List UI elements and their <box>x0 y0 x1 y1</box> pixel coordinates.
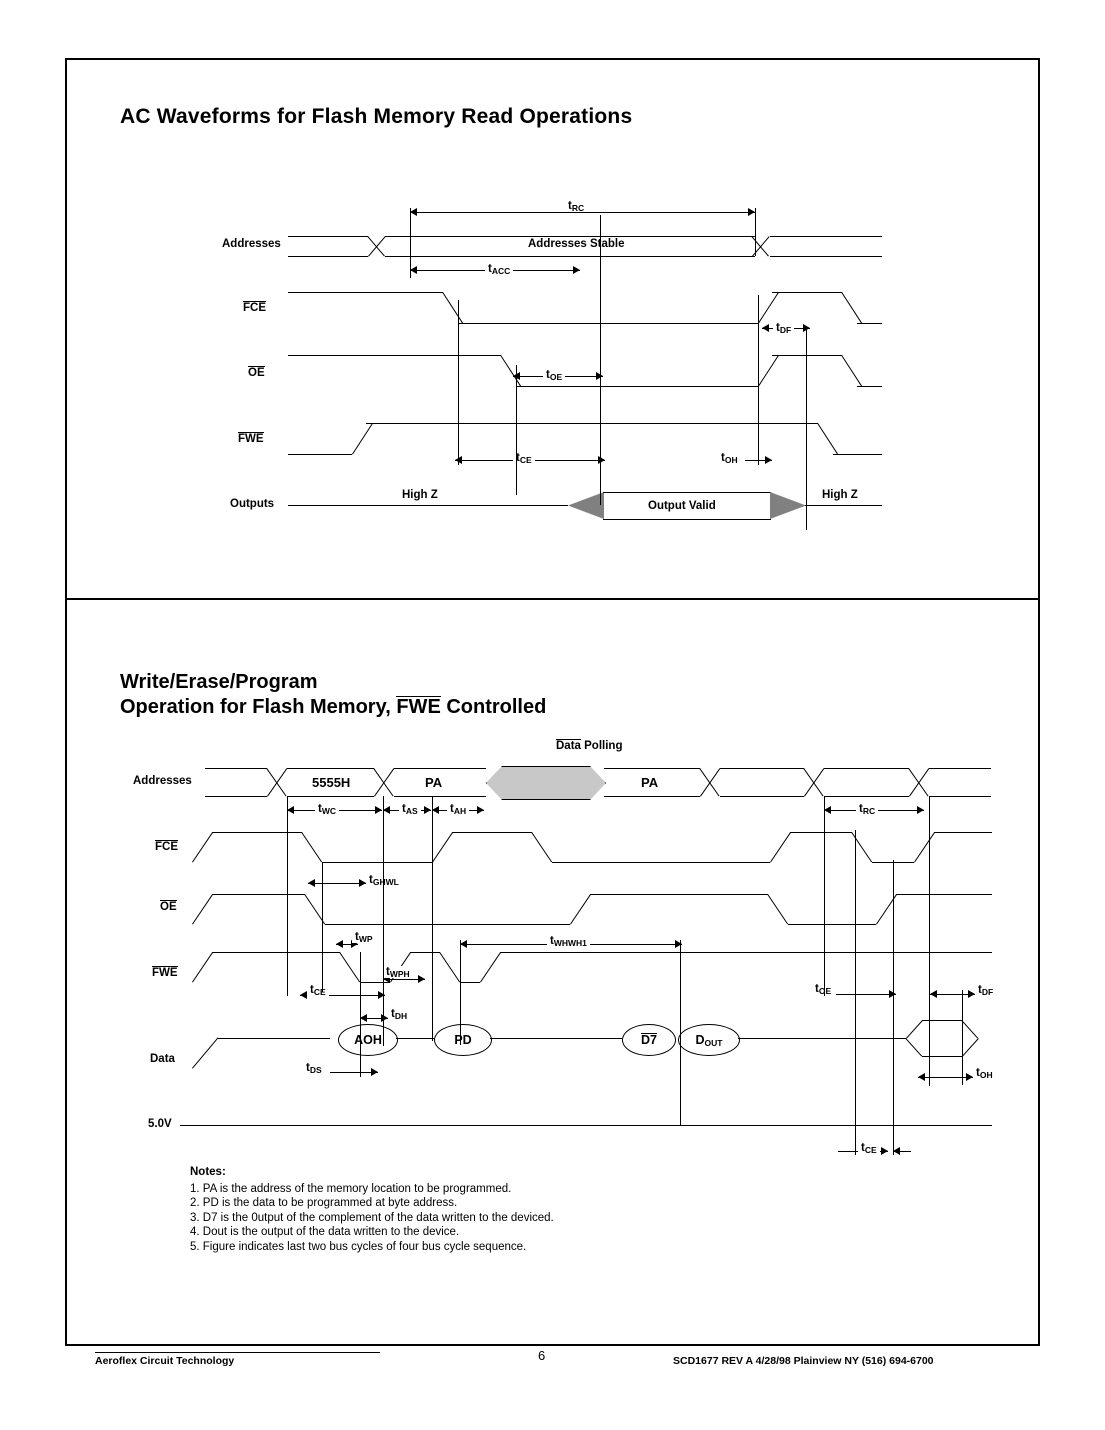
write-addr-value-pa2: PA <box>641 775 659 790</box>
section-2-title-line2-pre: Operation for Flash Memory, <box>120 696 397 718</box>
read-dimlabel-toe: tOE <box>543 369 565 381</box>
read-label-addresses: Addresses <box>222 238 281 250</box>
write-addr-seg1-bot <box>287 796 374 797</box>
read-addresses-stable-label: Addresses Stable <box>528 238 625 250</box>
write-addr-seg2-bot <box>394 796 486 797</box>
write-dim-tdf-right <box>930 990 975 999</box>
write-addr-seg6-top <box>929 768 991 769</box>
read-dimlabel-tdf: tDF <box>773 322 794 334</box>
read-addr-line-a1 <box>288 236 368 237</box>
read-ref-v2 <box>755 208 756 256</box>
write-addr-seg3-bot <box>604 796 700 797</box>
read-label-oe: OE <box>248 367 265 379</box>
write-fwe-l2 <box>460 982 480 983</box>
read-fce-high1 <box>288 292 443 293</box>
section-divider <box>65 598 1040 600</box>
read-addr-line-b2 <box>770 256 882 257</box>
write-ref-v5 <box>432 796 433 1041</box>
write-ref-v6 <box>460 940 461 1045</box>
write-fwe-h1 <box>212 952 340 953</box>
write-label-addresses: Addresses <box>133 775 192 787</box>
read-fce-low2 <box>857 323 882 324</box>
read-ref-v6 <box>758 295 759 465</box>
notes-block <box>190 1165 554 1254</box>
write-dim-tce-bottom-r <box>893 1147 911 1156</box>
write-label-data: Data <box>150 1053 175 1065</box>
write-ref-v4 <box>383 796 384 1046</box>
write-fce-h1 <box>212 832 302 833</box>
write-dimlabel-tds: tDS <box>303 1062 325 1074</box>
read-label-fwe: FWE <box>238 433 264 445</box>
write-data-line4 <box>738 1038 906 1039</box>
write-oe-h2 <box>590 894 768 895</box>
read-addr-line-a2 <box>288 256 368 257</box>
read-label-fce: FCE <box>243 302 266 314</box>
read-fwe-low1 <box>288 454 352 455</box>
write-addr-seg3-top <box>604 768 700 769</box>
read-label-outputs: Outputs <box>230 498 275 510</box>
read-fwe-high <box>366 423 818 424</box>
write-data-hex-top <box>922 1020 962 1021</box>
read-ref-v7 <box>806 330 807 530</box>
write-dimlabel-twph: tWPH <box>383 966 413 978</box>
read-fce-high2 <box>772 292 842 293</box>
write-label-oe: OE <box>160 901 177 913</box>
write-ref-v7 <box>680 940 681 1125</box>
section-2-title-line2-post: Controlled <box>440 696 547 718</box>
write-addr-seg5-bot <box>824 796 909 797</box>
write-addr-seg2-top <box>394 768 486 769</box>
write-data-polling-label: Data Polling <box>556 740 623 752</box>
write-label-supply: 5.0V <box>148 1118 172 1130</box>
section-2-title <box>120 670 546 720</box>
write-ref-v10 <box>893 860 894 1155</box>
read-addr-stable-top <box>385 236 755 237</box>
read-ref-v3 <box>458 300 459 465</box>
write-dimlabel-tce-left: tCE <box>307 984 329 996</box>
write-dimlabel-toh: tOH <box>973 1067 996 1079</box>
write-fce-h3 <box>790 832 852 833</box>
write-data-oval-pd: PD <box>434 1024 492 1056</box>
write-ref-v9 <box>855 830 856 1155</box>
write-data-line2 <box>396 1038 434 1039</box>
read-out-highz-line2 <box>805 505 882 506</box>
write-data-oval-d7: D7 <box>622 1024 676 1056</box>
write-dimlabel-trc: tRC <box>856 803 878 815</box>
read-oe-high2 <box>772 355 842 356</box>
write-data-hex-bot <box>922 1056 962 1057</box>
read-out-highz-left: High Z <box>402 489 438 501</box>
read-oe-high1 <box>288 355 501 356</box>
read-oe-low <box>516 386 758 387</box>
write-dimlabel-twhwh1: tWHWH1 <box>547 935 590 947</box>
write-dim-toe-right <box>836 990 896 999</box>
write-addr-tail-bot <box>205 796 267 797</box>
read-out-highz-line <box>288 505 568 506</box>
read-dimlabel-tacc: tACC <box>485 263 513 275</box>
write-ref-v8 <box>824 796 825 996</box>
write-dim-tghwl <box>308 879 366 888</box>
write-dim-tds <box>330 1068 378 1077</box>
write-ref-v11 <box>929 796 930 1086</box>
write-dim-toh <box>918 1073 973 1082</box>
read-addr-line-b1 <box>770 236 882 237</box>
write-ref-v3 <box>360 952 361 1077</box>
write-oe-l2 <box>788 924 876 925</box>
read-dimlabel-trc: tRC <box>565 200 587 212</box>
write-oe-h1 <box>212 894 305 895</box>
write-ref-v1 <box>287 796 288 996</box>
write-fce-h2 <box>452 832 532 833</box>
write-dimlabel-tdf-right: tDF <box>975 984 996 996</box>
note-item-1: 1. PA is the address of the memory location to be programmed. <box>190 1182 512 1195</box>
write-addr-value-5555h: 5555H <box>312 775 351 790</box>
write-supply-line <box>180 1125 992 1126</box>
read-oe-low2 <box>857 386 882 387</box>
note-item-5: 5. Figure indicates last two bus cycles of four bus cycle sequence. <box>190 1240 527 1253</box>
write-data-line3 <box>490 1038 622 1039</box>
write-dimlabel-tghwl: tGHWL <box>366 874 402 886</box>
write-addr-seg1-top <box>287 768 374 769</box>
write-data-oval-dout: DOUT <box>678 1024 740 1056</box>
note-item-2: 2. PD is the data to be programmed at byte address. <box>190 1197 458 1209</box>
write-label-fce: FCE <box>155 841 178 853</box>
footer-page-number: 6 <box>538 1348 546 1363</box>
read-out-valid-top <box>603 492 771 493</box>
read-fce-low <box>458 323 758 324</box>
write-dimlabel-twc: tWC <box>315 803 339 815</box>
write-dimlabel-toe-right: tOE <box>812 983 834 995</box>
write-label-fwe: FWE <box>152 967 178 979</box>
write-fce-l2 <box>552 862 770 863</box>
write-data-oval-aoh: AOH <box>338 1024 398 1056</box>
footer-rule <box>95 1352 380 1353</box>
write-fwe-h2 <box>410 952 440 953</box>
write-addr-seg4-top <box>720 768 804 769</box>
section-1-title: AC Waveforms for Flash Memory Read Operations <box>120 105 633 128</box>
read-fwe-low2 <box>833 454 882 455</box>
write-addr-seg5-top <box>824 768 909 769</box>
write-addr-polling-hex <box>486 766 606 800</box>
read-addr-stable-bot <box>385 256 755 257</box>
write-ref-v12 <box>962 990 963 1085</box>
read-dimlabel-toh: tOH <box>718 452 741 464</box>
write-addr-seg4-bot <box>720 796 804 797</box>
read-ref-v5 <box>600 215 601 505</box>
write-fce-l1 <box>322 862 432 863</box>
write-ref-v2 <box>322 862 323 992</box>
write-oe-l1 <box>325 924 570 925</box>
note-item-3: 3. D7 is the 0utput of the complement of the data written to the deviced. <box>190 1211 554 1224</box>
write-dimlabel-tce-bottom: tCE <box>858 1142 880 1154</box>
read-dimlabel-tce: tCE <box>513 452 535 464</box>
write-addr-value-pa1: PA <box>425 775 443 790</box>
write-dimlabel-tas: tAS <box>399 803 421 815</box>
section-2-title-fwe: FWE <box>396 696 441 718</box>
write-addr-seg6-bot <box>929 796 991 797</box>
write-dimlabel-tah: tAH <box>447 803 469 815</box>
footer-company: Aeroflex Circuit Technology <box>95 1355 235 1367</box>
write-dimlabel-tdh: tDH <box>388 1008 410 1020</box>
footer-doc-info: SCD1677 REV A 4/28/98 Plainview NY (516) 694-6700 <box>673 1355 934 1367</box>
note-item-4: 4. Dout is the output of the data written to the device. <box>190 1226 460 1238</box>
read-out-valid-label: Output Valid <box>648 500 716 512</box>
write-dimlabel-twp: tWP <box>352 931 376 943</box>
read-out-valid-bot <box>603 519 771 520</box>
write-data-line1 <box>218 1038 330 1039</box>
read-out-highz-right: High Z <box>822 489 858 501</box>
write-fce-h4 <box>934 832 992 833</box>
read-ref-v4 <box>516 365 517 495</box>
read-ref-v1 <box>410 208 411 278</box>
write-addr-tail-top <box>205 768 267 769</box>
notes-heading: Notes: <box>190 1166 226 1178</box>
write-oe-h3 <box>896 894 992 895</box>
section-2-title-line1: Write/Erase/Program <box>120 671 318 693</box>
write-fwe-h3 <box>500 952 992 953</box>
